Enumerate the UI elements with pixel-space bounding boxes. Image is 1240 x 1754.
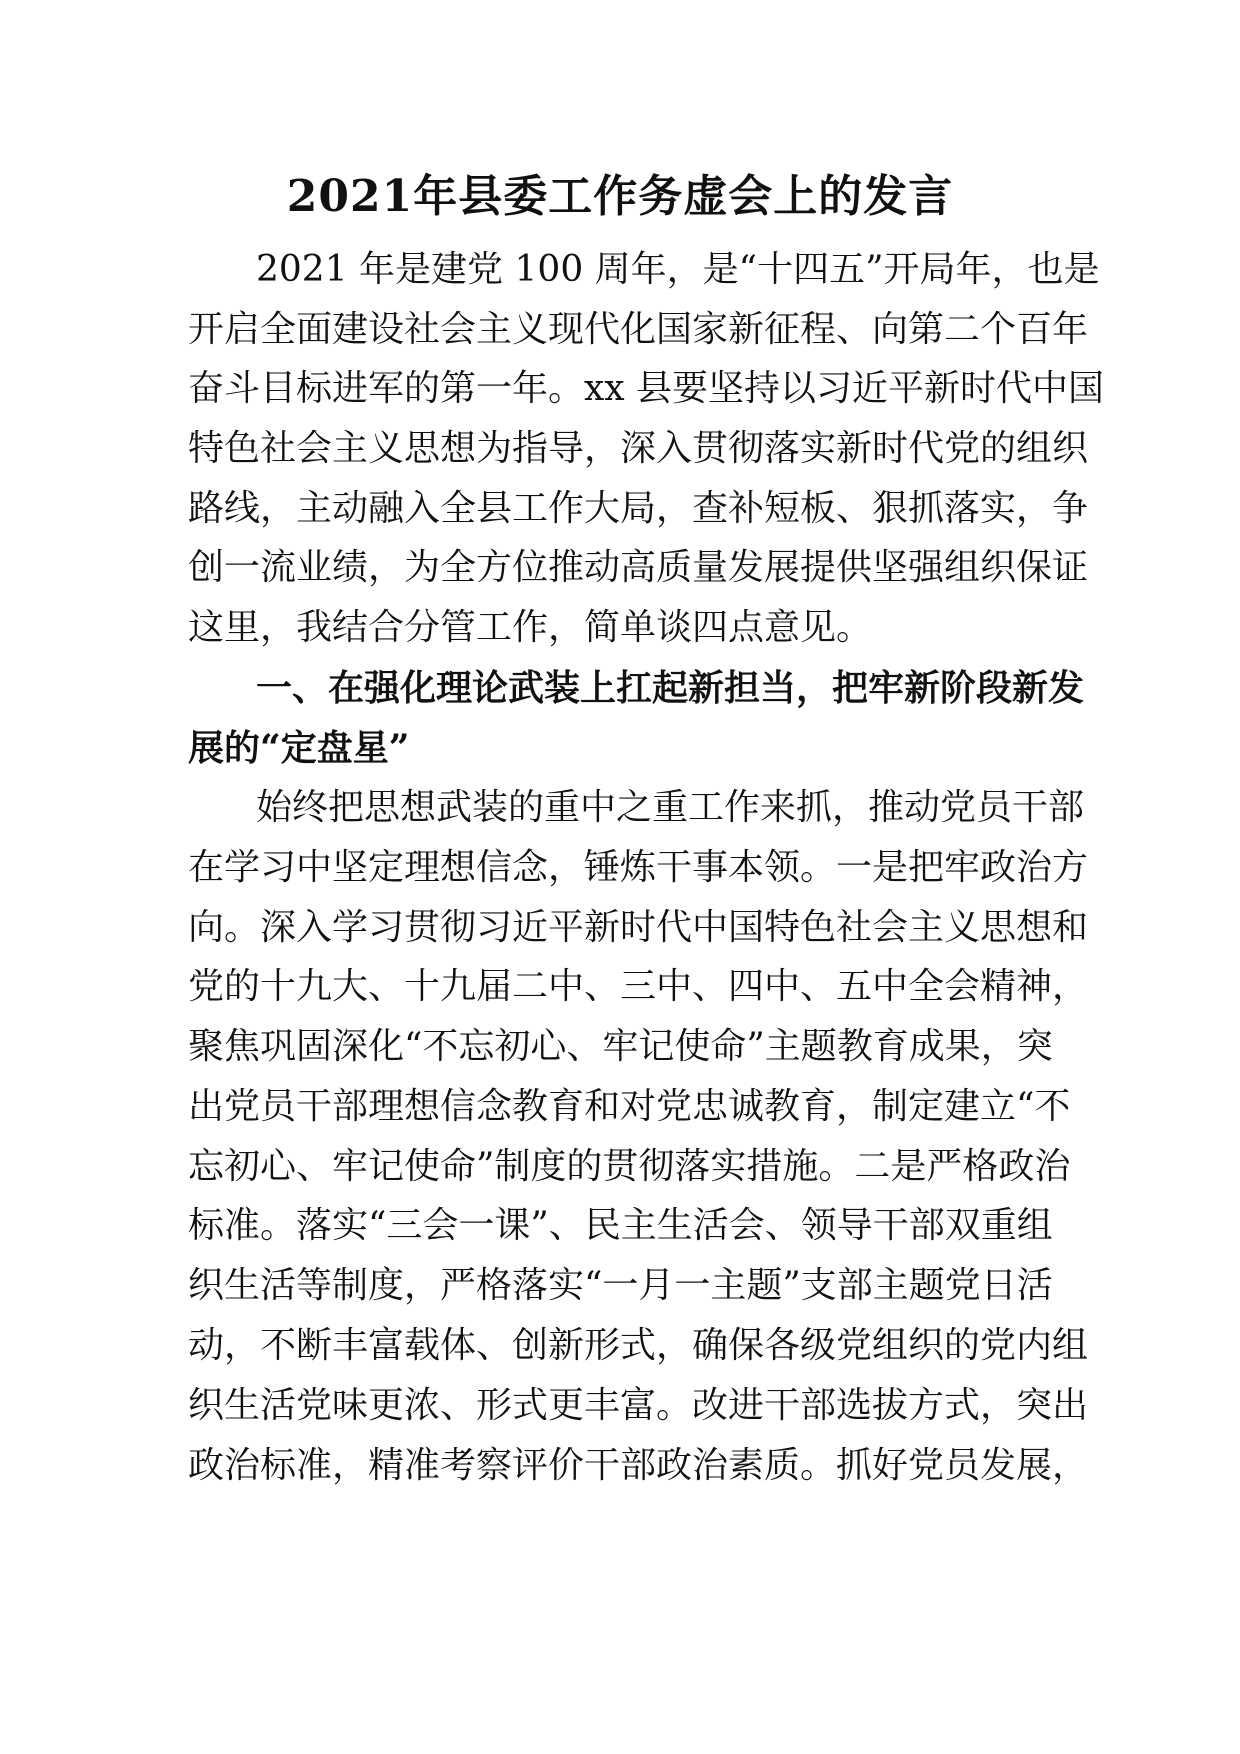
paragraph-line: 政治标准，精准考察评价干部政治素质。抓好党员发展， xyxy=(188,1445,1089,1486)
paragraph-line: 标准。落实“三会一课”、民主生活会、领导干部双重组 xyxy=(188,1205,1053,1246)
paragraph-line: 奋斗目标进军的第一年。xx 县要坚持以习近平新时代中国 xyxy=(188,368,1105,409)
paragraph-line: 动，不断丰富载体、创新形式，确保各级党组织的党内组 xyxy=(188,1325,1089,1366)
paragraph-line: 2021 年是建党 100 周年，是“十四五”开局年，也是 xyxy=(256,249,1100,290)
paragraph-line: 织生活等制度，严格落实“一月一主题”支部主题党日活 xyxy=(188,1265,1053,1306)
paragraph-line: 出党员干部理想信念教育和对党忠诚教育，制定建立“不 xyxy=(188,1086,1071,1127)
paragraph-line: 路线，主动融入全县工作大局，查补短板、狠抓落实，争 xyxy=(188,488,1089,529)
section-heading-line: 展的“定盘星” xyxy=(188,727,410,769)
paragraph-line: 忘初心、牢记使命”制度的贯彻落实措施。二是严格政治 xyxy=(188,1146,1071,1187)
paragraph-line: 在学习中坚定理想信念，锤炼干事本领。一是把牢政治方 xyxy=(188,847,1089,888)
document-title: 2021年县委工作务虚会上的发言 xyxy=(286,171,954,222)
paragraph-line: 向。深入学习贯彻习近平新时代中国特色社会主义思想和 xyxy=(188,907,1089,948)
paragraph-line: 这里，我结合分管工作，简单谈四点意见。 xyxy=(188,607,873,648)
section-heading-line: 一、在强化理论武装上扛起新担当，把牢新阶段新发 xyxy=(256,667,1085,709)
paragraph-line: 党的十九大、十九届二中、三中、四中、五中全会精神， xyxy=(188,966,1089,1007)
paragraph-line: 织生活党味更浓、形式更丰富。改进干部选拔方式，突出 xyxy=(188,1385,1089,1426)
paragraph-line: 聚焦巩固深化“不忘初心、牢记使命”主题教育成果，突 xyxy=(188,1026,1053,1067)
paragraph-line: 特色社会主义思想为指导，深入贯彻落实新时代党的组织 xyxy=(188,428,1089,469)
paragraph-line: 创一流业绩，为全方位推动高质量发展提供坚强组织保证 xyxy=(188,547,1089,588)
paragraph-line: 始终把思想武装的重中之重工作来抓，推动党员干部 xyxy=(256,787,1085,828)
paragraph-line: 开启全面建设社会主义现代化国家新征程、向第二个百年 xyxy=(188,309,1089,350)
